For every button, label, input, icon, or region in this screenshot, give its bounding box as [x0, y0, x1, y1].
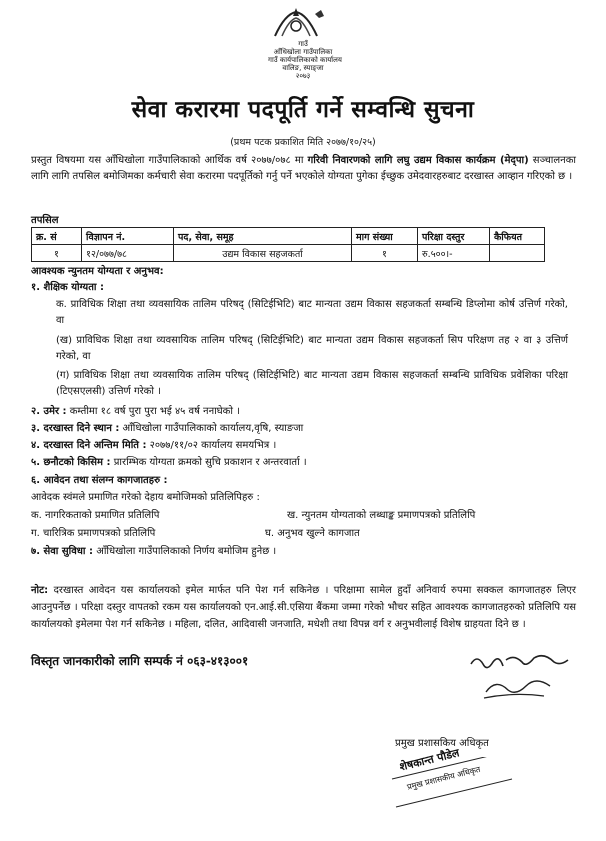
age-requirement	[31, 404, 240, 420]
office-header	[268, 40, 342, 80]
table-cell: उद्यम विकास सहजकर्ता	[174, 245, 352, 262]
note-text: दरखास्त आवेदन यस कार्यालयको इमेल मार्फत पनि पेश गर्न सकिनेछ । परिक्षामा सामेल हुदाँ अनिवार्य रुपमा सक्कल कागजातहरु लिएर आउनुपर्नेछ । परिक्षा दस्तुर वापतको रकम यस कार्यालयको एन.आई.सी.एसिया बैंकमा जम्मा गरेको भौचर सहित आवश्यक कागजातहरुको प्रतिलिपि यस कार्यालयको इमेलमा पेश गर्न सकिनेछ । महिला, दलित, आदिवासी जनजाति, मधेशी तथा विपन्न वर्ग र अनुभवीलाई विशेष ग्राहयता दिने छ ।	[31, 585, 576, 630]
deadline-label: ४. दरखास्त दिने अन्तिम मिति :	[31, 440, 147, 451]
col-header: विज्ञापन नं.	[82, 228, 174, 245]
vacancy-table	[31, 227, 545, 262]
office-line: आँधिखोला गाउँपालिका	[273, 48, 333, 56]
program-name: गरिवी निवारणको लागि लघु उद्यम विकास कार्यक्रम (मेद्पा)	[307, 155, 529, 166]
age-label: २. उमेर :	[31, 406, 67, 417]
document-item: घ. अनुभव खुल्ने कागजात	[265, 528, 360, 539]
col-header: क्र. सं	[32, 228, 82, 245]
office-line: २०७३	[295, 72, 311, 80]
documents-heading: ६. आवेदन तथा संलग्न कागजातहरु :	[31, 475, 168, 486]
office-line: वालिङ, स्याङ्जा	[282, 64, 324, 72]
document-item: ख. न्युनतम योग्यताको लब्धाङ्क प्रमाणपत्रको प्रतिलिपि	[287, 510, 476, 521]
table-header-row	[32, 228, 545, 245]
municipality-emblem-icon	[255, 6, 337, 44]
service-facility	[31, 544, 276, 560]
stamp-designation: प्रमुख प्रशासकीय अधिकृत	[406, 764, 482, 792]
signatory-role: प्रमुख प्रशासकिय अधिकृत	[395, 738, 489, 749]
table-cell: रु.५००।-	[418, 245, 490, 262]
place-value: आँधिखोला गाउँपालिकाको कार्यालय,वृषि, स्याङजा	[119, 423, 304, 434]
education-item: (ख) प्राविधिक शिक्षा तथा व्यवसायिक तालिम परिषद् (सिटिईभिटि) बाट मान्यता उद्यम विकास सहजकर्ता सिप परिक्षण तह २ वा ३ उत्तिर्ण गरेको, वा	[56, 335, 568, 362]
col-header: पद, सेवा, समूह	[174, 228, 352, 245]
col-header: माग संख्या	[352, 228, 418, 245]
col-header: परिक्षा दस्तुर	[418, 228, 490, 245]
publication-date: (प्रथम पटक प्रकाशित मिति २०७७/१०/२५)	[230, 137, 376, 148]
office-line: गाउँ कार्यपालिकाको कार्यालय	[268, 56, 342, 64]
table-cell: १	[32, 245, 82, 262]
education-item: (ग) प्राविधिक शिक्षा तथा व्यवसायिक तालिम परिषद् (सिटिईभिटि) बाट मान्यता उद्यम विकास सहजकर्ता सम्बन्धि प्राविधिक प्रवेशिका परिक्षा (टिएसएलसी) उत्तिर्ण गरेको ।	[56, 370, 568, 397]
age-value: कम्तीमा १८ वर्ष पुरा पुरा भई ४५ वर्ष ननाघेको ।	[66, 406, 240, 417]
documents-intro: आवेदक स्वंमले प्रमाणित गरेको देहाय बमोजिमको प्रतिलिपिहरु :	[31, 492, 260, 503]
office-line: गाउँ	[298, 40, 308, 48]
note-paragraph	[31, 582, 576, 633]
deadline-value: २०७७/११/०२ कार्यालय समयभित्र ।	[146, 440, 277, 451]
stamp-name: शेषकान्त पौडेल	[398, 746, 461, 774]
intro-text-1: प्रस्तुत विषयमा यस आँधिखोला गाउँपालिकाको आर्थिक वर्ष २०७७/०७८ मा	[31, 155, 308, 166]
selection-value: प्रारम्भिक योग्यता क्रमको सुचि प्रकाशन र अन्तरवार्ता ।	[110, 457, 307, 468]
col-header: कैफियत	[490, 228, 545, 245]
document-item: क. नागरिकताको प्रमाणित प्रतिलिपि	[31, 510, 160, 521]
notice-title: सेवा करारमा पदपूर्ति गर्ने सम्वन्धि सुचना	[131, 97, 475, 123]
table-cell: १२/०७७/७८	[82, 245, 174, 262]
intro-paragraph	[31, 153, 576, 185]
intro-text-2: सञ्चालनका लागि लागि तपसिल बमोजिमका कर्मचारी सेवा करारमा पदपूर्तिको गर्नु पर्ने भएकोले योग्यता पुगेका ईच्छुक उमेदवारहरुबाट दरखास्त आव्हान गरिएको छ ।	[31, 155, 576, 182]
facility-value: आँधिखोला गाउँपालिकाको निर्णय बमोजिम हुनेछ ।	[93, 546, 277, 557]
facility-label: ७. सेवा सुविधा :	[31, 546, 94, 557]
selection-method	[31, 455, 307, 471]
place-label: ३. दरखास्त दिने स्थान :	[31, 423, 120, 434]
document-item: ग. चारित्रिक प्रमाणपत्रको प्रतिलिपि	[31, 528, 156, 539]
table-cell	[490, 245, 545, 262]
education-item: क. प्राविधिक शिक्षा तथा व्यवसायिक तालिम परिषद् (सिटिईभिटि) बाट मान्यता उद्यम विकास सहजकर्ता सम्बन्धि डिप्लोमा कोर्ष उत्तिर्ण गरेको, वा	[56, 299, 568, 326]
table-row	[32, 245, 545, 262]
education-heading: १. शैक्षिक योग्यता :	[31, 282, 104, 293]
contact-info: विस्तृत जानकारीको लागि सम्पर्क नं ०६३-४१३००१	[31, 654, 249, 668]
schedule-label: तपसिल	[31, 215, 59, 226]
requirements-heading: आवश्यक न्युनतम योग्यता र अनुभव:	[31, 266, 164, 277]
application-place	[31, 421, 303, 437]
handwritten-signature-icon	[466, 652, 576, 712]
selection-label: ५. छनौटको किसिम :	[31, 457, 111, 468]
note-label: नोट:	[31, 585, 49, 596]
table-cell: १	[352, 245, 418, 262]
application-deadline	[31, 438, 276, 454]
